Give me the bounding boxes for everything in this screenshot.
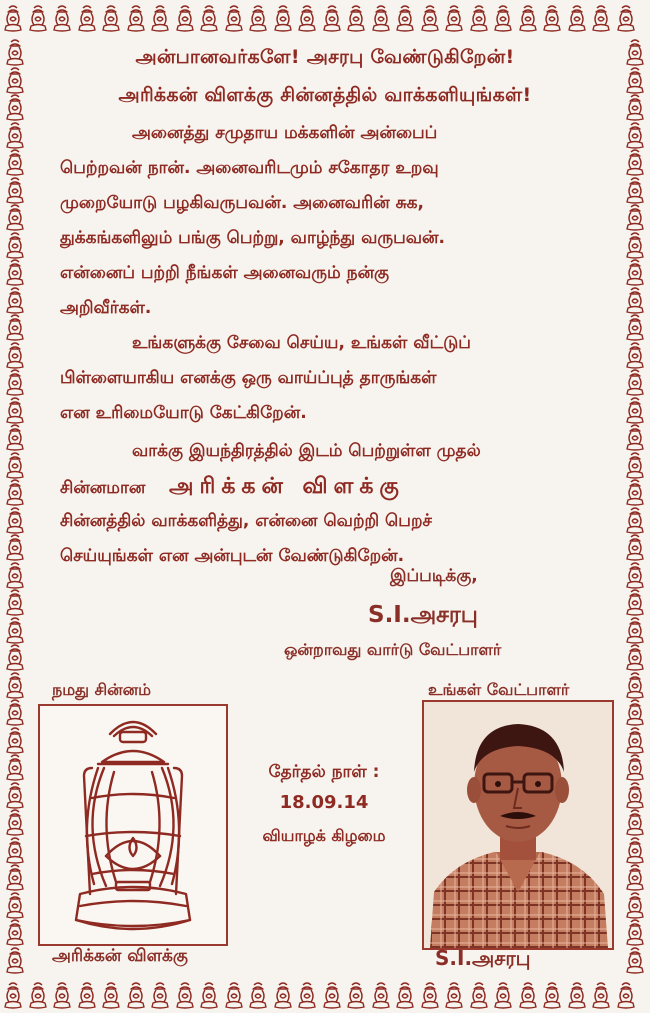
paragraph-line: உங்களுக்கு சேவை செய்ய, உங்கள் வீட்டுப் [132,333,471,353]
election-date: 18.09.14 [279,792,369,813]
lantern-border-icon [624,781,646,809]
lantern-border-icon [624,258,646,286]
lantern-border-icon [541,4,563,32]
lantern-border-icon [4,478,26,506]
symbol-name-emphasis: அரிக்கன் விளக்கு [169,474,405,499]
lantern-border-icon [4,836,26,864]
lantern-border-icon [149,4,171,32]
lantern-border-icon [492,981,514,1009]
lantern-border-icon [624,588,646,616]
lantern-border-icon [296,981,318,1009]
lantern-border-icon [624,66,646,94]
lantern-border-icon [4,726,26,754]
lantern-border-icon [624,891,646,919]
lantern-border-icon [566,4,588,32]
lantern-border-icon [4,66,26,94]
lantern-border-icon [624,863,646,891]
lantern-border-icon [624,753,646,781]
paragraph-vote-instruction [60,434,620,574]
lantern-border-icon [174,981,196,1009]
lantern-border-icon [321,981,343,1009]
symbol-label: நமது சின்னம் [52,680,152,699]
lantern-border-icon [443,4,465,32]
lantern-border-icon [4,148,26,176]
lantern-border-icon [2,4,24,32]
symbol-frame [38,704,228,946]
lantern-border-icon [443,981,465,1009]
paragraph-introduction [60,116,620,326]
paragraph-line: அறிவீர்கள். [60,298,152,318]
lantern-border-icon [590,4,612,32]
lantern-border-icon [624,341,646,369]
lantern-border-icon [624,121,646,149]
lantern-border-icon [125,4,147,32]
flyer-content [30,34,620,979]
lantern-border-icon [4,203,26,231]
lantern-border-icon [4,753,26,781]
lantern-border-bottom [0,979,650,1013]
paragraph-line: என்னைப் பற்றி நீங்கள் அனைவரும் நன்கு [60,263,390,283]
lantern-border-icon [100,4,122,32]
symbol-prefix: சின்னமான [60,478,146,498]
lantern-border-icon [4,561,26,589]
lantern-border-icon [624,313,646,341]
lantern-border-icon [76,981,98,1009]
signature-greeting: இப்படிக்கு, [390,566,478,586]
paragraph-line: முறையோடு பழகிவருபவன். அனைவரின் சுக, [60,193,425,213]
lantern-border-icon [370,4,392,32]
lantern-border-icon [624,616,646,644]
lantern-border-icon [624,478,646,506]
lantern-border-icon [615,981,637,1009]
lantern-border-icon [345,981,367,1009]
lantern-border-icon [4,588,26,616]
lantern-border-icon [624,176,646,204]
lantern-border-icon [4,93,26,121]
lantern-border-icon [4,891,26,919]
lantern-border-icon [149,981,171,1009]
lantern-border-icon [624,368,646,396]
lantern-border-icon [590,981,612,1009]
lantern-border-icon [4,781,26,809]
lantern-border-icon [296,4,318,32]
election-day: வியாழக் கிழமை [262,826,386,845]
paragraph-line: பிள்ளையாகிய எனக்கு ஒரு வாய்ப்புத் தாருங்கள் [60,368,437,388]
lantern-border-left [0,34,30,979]
lantern-border-icon [223,4,245,32]
paragraph-line: அனைத்து சமுதாய மக்களின் அன்பைப் [132,123,438,143]
lantern-border-icon [370,981,392,1009]
lantern-border-right [620,34,650,979]
candidate-portrait [424,702,612,948]
lantern-border-icon [468,4,490,32]
lantern-border-icon [4,533,26,561]
headline-vote-call: அரிக்கன் விளக்கு சின்னத்தில் வாக்களியுங்கள்! [118,84,532,106]
lantern-border-icon [4,918,26,946]
lantern-border-icon [51,4,73,32]
lantern-border-icon [4,176,26,204]
lantern-border-icon [4,121,26,149]
lantern-border-icon [4,423,26,451]
headline-appeal: அன்பானவர்களே! அசரபு வேண்டுகிறேன்! [135,46,515,68]
paragraph-line [60,469,620,504]
lantern-border-icon [4,38,26,66]
lantern-border-icon [4,863,26,891]
lantern-border-icon [321,4,343,32]
lantern-border-icon [615,4,637,32]
lantern-border-icon [624,643,646,671]
lantern-border-icon [468,981,490,1009]
lantern-border-icon [51,981,73,1009]
lantern-border-icon [27,981,49,1009]
lantern-border-icon [223,981,245,1009]
lantern-border-icon [566,981,588,1009]
paragraph-line: செய்யுங்கள் என அன்புடன் வேண்டுகிறேன். [60,546,405,566]
paragraph-request [60,326,620,431]
lantern-border-icon [624,231,646,259]
lantern-border-icon [419,981,441,1009]
lantern-border-icon [247,4,269,32]
lantern-border-icon [4,313,26,341]
candidate-caption: S.I.அசரபு [435,946,531,970]
candidate-label: உங்கள் வேட்பாளர் [428,680,570,699]
paragraph-line: வாக்கு இயந்திரத்தில் இடம் பெற்றுள்ள முதல் [132,441,481,461]
lantern-border-icon [272,4,294,32]
lantern-border-icon [272,981,294,1009]
lantern-border-icon [394,4,416,32]
lantern-border-icon [4,258,26,286]
hurricane-lantern-icon [40,706,226,944]
lantern-border-icon [624,808,646,836]
lantern-border-icon [2,981,24,1009]
lantern-border-icon [100,981,122,1009]
lantern-border-icon [4,231,26,259]
lantern-border-icon [624,918,646,946]
lantern-border-icon [76,4,98,32]
lantern-border-icon [4,506,26,534]
lantern-border-icon [492,4,514,32]
lantern-border-icon [4,368,26,396]
lantern-border-icon [4,451,26,479]
lantern-border-icon [624,533,646,561]
lantern-border-icon [624,561,646,589]
election-date-label: தேர்தல் நாள் : [268,762,380,782]
lantern-border-icon [624,836,646,864]
lantern-border-icon [198,981,220,1009]
lantern-border-icon [4,698,26,726]
lantern-border-icon [198,4,220,32]
paragraph-line: சின்னத்தில் வாக்களித்து, என்னை வெற்றி பெறச் [60,511,432,531]
lantern-border-icon [4,341,26,369]
lantern-border-icon [624,726,646,754]
lantern-border-icon [4,396,26,424]
lantern-border-icon [4,286,26,314]
lantern-border-icon [4,616,26,644]
lantern-border-icon [624,93,646,121]
lantern-border-icon [624,38,646,66]
lantern-border-icon [27,4,49,32]
signature-role: ஒன்றாவது வார்டு வேட்பாளர் [284,640,502,659]
lantern-border-icon [624,148,646,176]
lantern-border-icon [4,643,26,671]
lantern-border-icon [517,981,539,1009]
paragraph-line: பெற்றவன் நான். அனைவரிடமும் சகோதர உறவு [60,158,439,178]
lantern-border-icon [247,981,269,1009]
symbol-caption: அரிக்கன் விளக்கு [52,946,188,966]
lantern-border-icon [624,451,646,479]
lantern-border-icon [624,506,646,534]
lantern-border-icon [4,671,26,699]
lantern-border-icon [541,981,563,1009]
paragraph-line: என உரிமையோடு கேட்கிறேன். [60,403,307,423]
lantern-border-icon [125,981,147,1009]
lantern-border-top [0,2,650,36]
lantern-border-icon [624,698,646,726]
lantern-border-icon [624,423,646,451]
lantern-border-icon [517,4,539,32]
lantern-border-icon [4,946,26,974]
lantern-border-icon [624,946,646,974]
lantern-border-icon [4,808,26,836]
lantern-border-icon [394,981,416,1009]
lantern-border-icon [419,4,441,32]
signature-name: S.I.அசரபு [368,602,478,628]
paragraph-line: துக்கங்களிலும் பங்கு பெற்று, வாழ்ந்து வருபவன். [60,228,445,248]
candidate-photo [422,700,614,950]
lantern-border-icon [624,286,646,314]
lantern-border-icon [174,4,196,32]
lantern-border-icon [624,671,646,699]
lantern-border-icon [345,4,367,32]
lantern-border-icon [624,396,646,424]
election-date-block [236,762,412,856]
lantern-border-icon [624,203,646,231]
